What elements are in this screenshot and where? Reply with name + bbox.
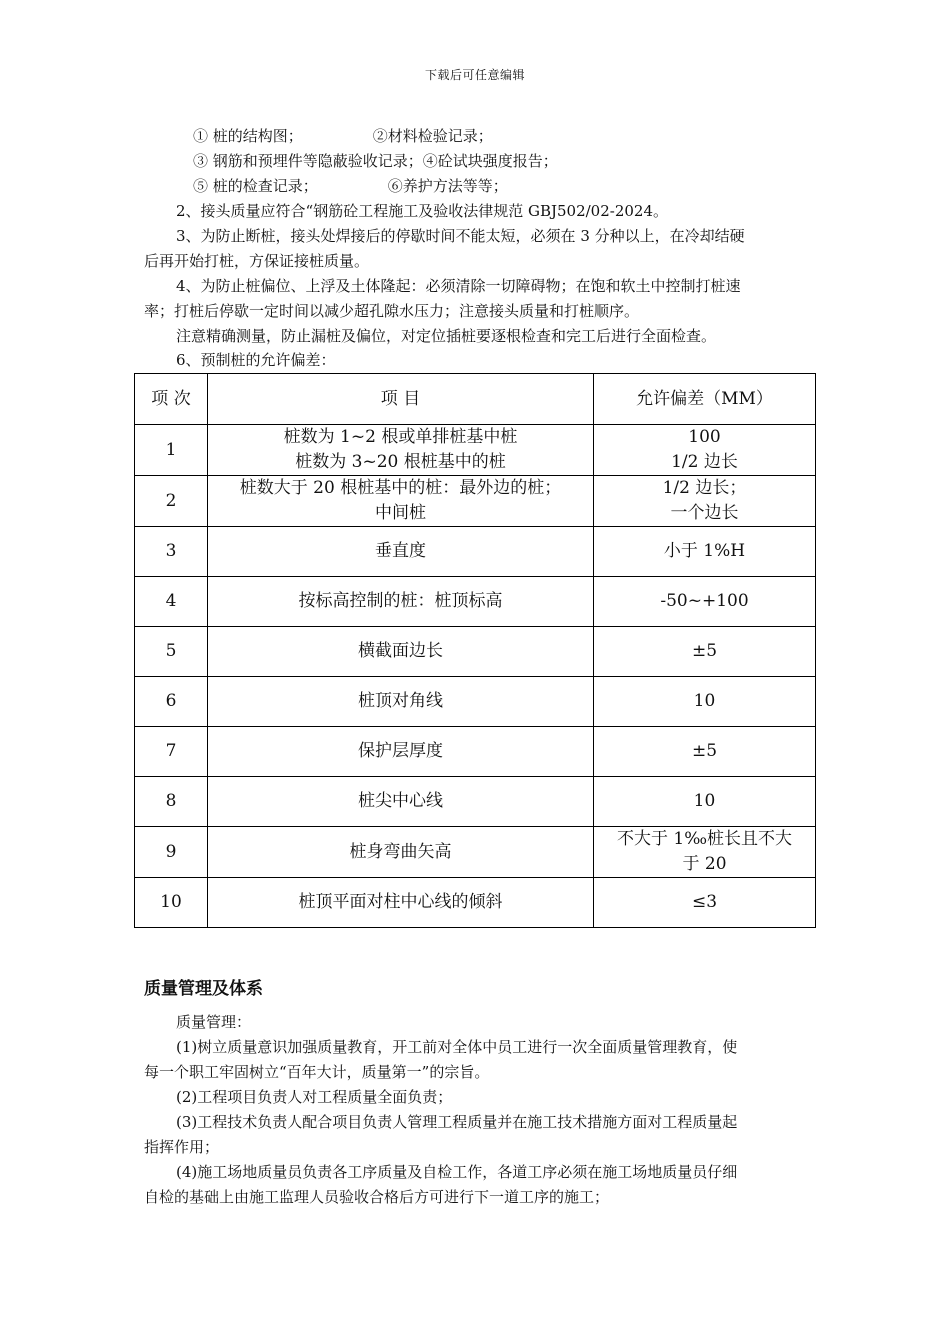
cell-no: 3: [135, 527, 208, 577]
table-row: [135, 677, 816, 727]
quality-item-1-l2: 每一个职工牢固树立“百年大计，质量第一”的宗旨。: [144, 1063, 490, 1081]
table-row: [135, 827, 816, 878]
list-item: [193, 126, 493, 146]
list-item-material-test: ②材料检验记录；: [372, 127, 493, 145]
paragraph-joint-quality: 2、接头质量应符合“钢筋砼工程施工及验收法律规范 GBJ502/02-2024。: [176, 202, 669, 220]
cell-item-line: 桩数为 3~20 根桩基中的桩: [295, 452, 506, 472]
paragraph-prevent-offset-l2: 率；打桩后停歇一定时间以减少超孔隙水压力；注意接头质量和打桩顺序。: [144, 302, 640, 320]
cell-no: 4: [135, 577, 208, 627]
cell-deviation: 10: [594, 777, 816, 827]
table-row: [135, 727, 816, 777]
cell-deviation: ≤3: [594, 878, 816, 928]
section-heading: 质量管理及体系: [144, 979, 263, 999]
cell-item: [208, 425, 594, 476]
cell-no: 8: [135, 777, 208, 827]
paragraph-measurement: 注意精确测量，防止漏桩及偏位，对定位插桩要逐根检查和完工后进行全面检查。: [176, 327, 717, 345]
header-no: 项 次: [135, 374, 208, 425]
deviation-table: [134, 373, 816, 928]
cell-item: 垂直度: [208, 527, 594, 577]
table-row: [135, 425, 816, 476]
cell-item: 桩顶对角线: [208, 677, 594, 727]
table-row: [135, 878, 816, 928]
paragraph-prevent-break-l2: 后再开始打桩，方保证接桩质量。: [144, 252, 370, 270]
table-header-row: [135, 374, 816, 425]
cell-deviation: 10: [594, 677, 816, 727]
cell-item: [208, 476, 594, 527]
cell-deviation-line: 不大于 1‰桩长且不大: [616, 829, 793, 849]
table-row: [135, 627, 816, 677]
quality-item-4-l1: (4)施工场地质量员负责各工序质量及自检工作，各道工序必须在施工场地质量员仔细: [176, 1163, 738, 1181]
table-row: [135, 476, 816, 527]
cell-no: 2: [135, 476, 208, 527]
quality-item-1-l1: (1)树立质量意识加强质量教育，开工前对全体中员工进行一次全面质量管理教育，使: [176, 1038, 738, 1056]
cell-deviation-line: 1/2 边长；: [662, 478, 747, 498]
cell-deviation: ±5: [594, 627, 816, 677]
cell-no: 1: [135, 425, 208, 476]
cell-no: 6: [135, 677, 208, 727]
header-deviation: 允许偏差（MM）: [594, 374, 816, 425]
section-intro: 质量管理：: [176, 1013, 252, 1031]
quality-item-4-l2: 自检的基础上由施工监理人员验收合格后方可进行下一道工序的施工；: [144, 1188, 610, 1206]
header-item: 项 目: [208, 374, 594, 425]
cell-item-line: 中间桩: [375, 503, 426, 523]
cell-no: 7: [135, 727, 208, 777]
list-item: [193, 176, 508, 196]
list-item-pile-inspection: ⑤ 桩的检查记录；: [193, 177, 318, 195]
cell-item: 保护层厚度: [208, 727, 594, 777]
page-header: 下载后可任意编辑: [424, 68, 525, 82]
cell-deviation: ±5: [594, 727, 816, 777]
cell-item: 横截面边长: [208, 627, 594, 677]
cell-no: 9: [135, 827, 208, 878]
quality-item-3-l2: 指挥作用；: [144, 1138, 220, 1156]
paragraph-deviation-title: 6、预制桩的允许偏差：: [176, 351, 336, 369]
cell-no: 10: [135, 878, 208, 928]
cell-deviation-line: 于 20: [682, 854, 727, 874]
list-item-structure-drawing: ① 桩的结构图；: [193, 127, 303, 145]
table-row: [135, 527, 816, 577]
cell-deviation: -50~+100: [594, 577, 816, 627]
cell-item-line: 桩数大于 20 根桩基中的桩：最外边的桩；: [239, 478, 562, 498]
paragraph-prevent-offset-l1: 4、为防止桩偏位、上浮及土体隆起：必须清除一切障碍物；在饱和软土中控制打桩速: [176, 277, 741, 295]
cell-item: 桩尖中心线: [208, 777, 594, 827]
cell-deviation-line: 1/2 边长: [671, 452, 738, 472]
cell-deviation: [594, 425, 816, 476]
cell-item: 按标高控制的桩：桩顶标高: [208, 577, 594, 627]
table-row: [135, 577, 816, 627]
cell-deviation-line: 一个边长: [670, 503, 739, 523]
list-item-curing-method: ⑥养护方法等等；: [387, 177, 508, 195]
list-item: [193, 151, 558, 171]
paragraph-prevent-break-l1: 3、为防止断桩，接头处焊接后的停歇时间不能太短，必须在 3 分种以上，在冷却结硬: [176, 227, 745, 245]
cell-no: 5: [135, 627, 208, 677]
cell-item: 桩顶平面对柱中心线的倾斜: [208, 878, 594, 928]
cell-item: 桩身弯曲矢高: [208, 827, 594, 878]
cell-item-line: 桩数为 1~2 根或单排桩基中桩: [283, 427, 518, 447]
cell-deviation: [594, 827, 816, 878]
cell-deviation: 小于 1%H: [594, 527, 816, 577]
cell-deviation-line: 100: [688, 427, 721, 447]
table-row: [135, 777, 816, 827]
quality-item-3-l1: (3)工程技术负责人配合项目负责人管理工程质量并在施工技术措施方面对工程质量起: [176, 1113, 738, 1131]
quality-item-2: (2)工程项目负责人对工程质量全面负责；: [176, 1088, 453, 1106]
list-item-hidden-acceptance: ③ 钢筋和预埋件等隐蔽验收记录；④砼试块强度报告；: [193, 152, 558, 170]
cell-deviation: [594, 476, 816, 527]
